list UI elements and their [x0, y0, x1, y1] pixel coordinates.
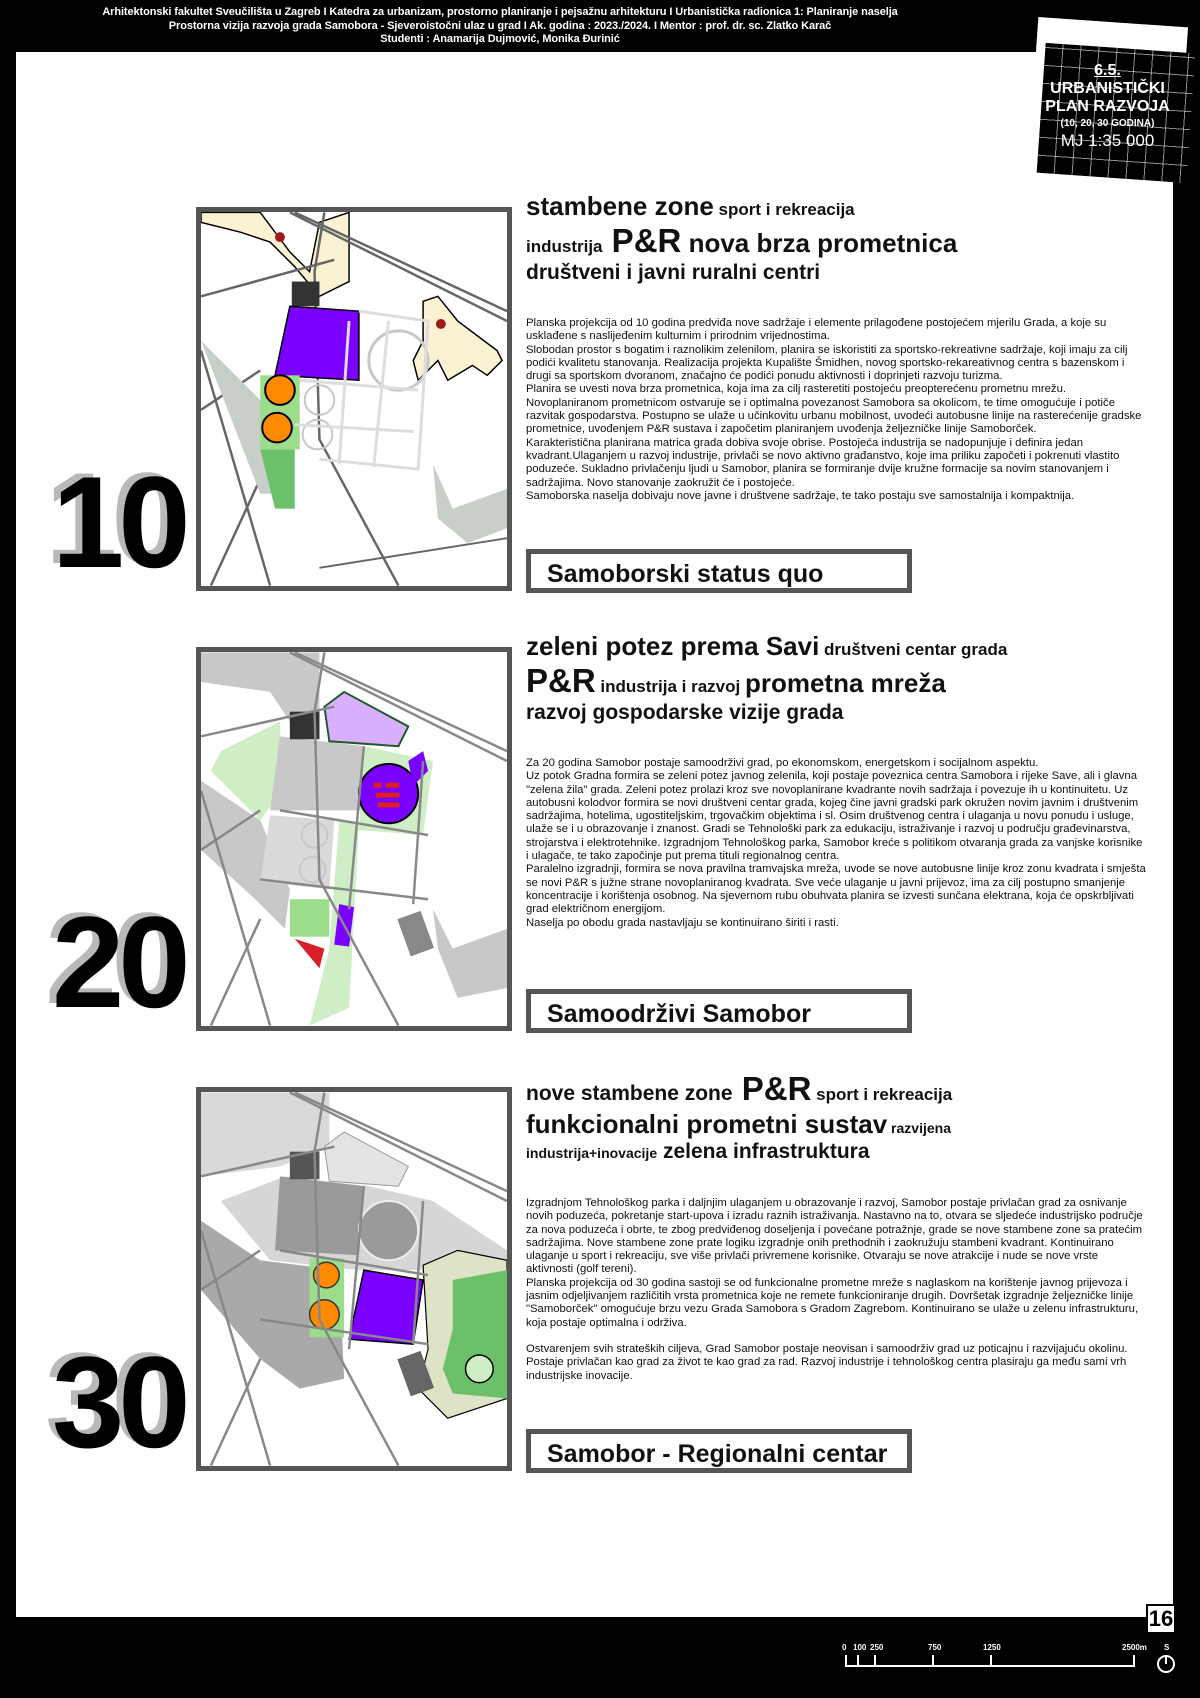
- paragraph: Ostvarenjem svih strateških ciljeva, Grad Samobor postaje neovisan i samoodrživ grad uz poticajnu i razvijajuću okolinu. Postaje privlačan kao grad za život te kao grad za rad. Razvoj industrije i tehnološkog centra plasiraju ga među sami vrh industrijske inovacije.: [526, 1342, 1128, 1382]
- header-line-2: Prostorna vizija razvoja grada Samobora - Sjeveroistočni ulaz u grad I Ak. godina : 2023./2024. I Mentor : prof. dr. sc. Zlatko Karač: [168, 19, 832, 32]
- keyword: stambene zone: [526, 191, 714, 221]
- phase-30: [0, 1070, 1200, 1480]
- phase-years: 20: [52, 889, 185, 1035]
- paragraph: Uz potok Gradna formira se zeleni potez javnog zelenila, koji postaje poveznica centra Samobora i rijeke Save, ali i glavna "zelena žila" grada. Zeleni potez prolazi kroz sve novoplanirane kvadrante novih sadržaja i povezuje ih u kontinuitetu. Uz autobusni kolodvor formira se novi društveni centar grada, kojeg čine javni gradski park okružen novim javnim i društvenim sadržajima, hotelima, ugostiteljskim, trgovačkim objektima i sl. Osim društvenog centra i ulaganja u novu ponudu i usluge, ulaže se i u obrazovanje i znanost. Gradi se Tehnološki park za edukaciju, istraživanje i razvoj u području građevinarstva, strojarstva i elektrotehnike. Izgradnjom Tehnološkog parka, Samobor kreće s politikom otvaranja grada za vanjske korisnike i ulagače, te tako započinje put prema tituli regionalnog centra.: [526, 770, 1143, 863]
- paragraph: Slobodan prostor s bogatim i raznolikim zelenilom, planira se iskoristiti za sportsko-rekreativne sadržaje, koji imaju za cilj podići kvalitetu stanovanja. Realizacija projekta Kupalište Šmidhen, novog sportsko-rekareativnog centra s bazenskom i drugi sa sportskom dvoranom, značajno će podići ponudu aktivnosti i doprinjeti razvoju turizma.: [526, 343, 1128, 383]
- phase-keywords: [526, 631, 1146, 725]
- keyword: industrija: [526, 236, 603, 256]
- phase-description: [526, 317, 1146, 503]
- keyword-line: [526, 261, 1146, 286]
- north-arrow-icon: [1157, 1645, 1179, 1675]
- badge-subtitle: (10, 20, 30 GODINA): [1060, 118, 1155, 129]
- tagline-text: Samoodrživi Samobor: [547, 1000, 811, 1028]
- paragraph: Novoplaniranom prometnicom ostvaruje se i optimalna povezanost Samobora sa okolicom, te time omogućuje i potiče razvitak gospodarstva. Postupno se ulaže u učinkovitu urbanu mobilnost, uvodeći autobusne linije na rasterećenije gradske prometnice, uvođenjem P&R sustava i započetim planiranjem uvođenja željezničke linije Samoborček.: [526, 396, 1142, 436]
- scale-tick: [1133, 1655, 1135, 1666]
- paragraph: Karakteristična planirana matrica grada dobiva svoje obrise. Postojeća industrija se nadopunjuje i definira jedan kvadrant.Ulaganjem u razvoj industrije, privlači se novo aktivno građanstvo, koje ima priliku započeti i pokrenuti vlastito poduzeće. Sukladno privlačenju ljudi u Samobor, planira se formiranje dvije kružne formacije sa novim stanovanjem i sadržajima. Novo stanovanje zaokružit će i postojeće.: [526, 436, 1120, 489]
- scale-label: 750: [928, 1643, 942, 1652]
- map-10-years: [196, 207, 512, 591]
- building: [376, 793, 400, 798]
- tagline-text: Samoborski status quo: [547, 560, 824, 588]
- built-area-dense: [275, 1176, 364, 1255]
- badge-scale: MJ 1:35 000: [1060, 131, 1155, 150]
- north-circle: [1157, 1655, 1175, 1673]
- header-line-3: Studenti : Anamarija Dujmović, Monika Đurinić: [380, 33, 620, 45]
- badge-title-2: PLAN RAZVOJA: [1045, 98, 1170, 115]
- section-number: 6.5.: [1094, 62, 1121, 79]
- keyword: funkcionalni prometni sustav: [526, 1108, 888, 1139]
- keyword: zelena infrastruktura: [657, 1139, 870, 1163]
- green-zone: [433, 464, 507, 543]
- map-30-years: [196, 1087, 512, 1471]
- keyword: industrija+inovacije: [526, 1144, 658, 1161]
- park-area: [290, 899, 329, 937]
- phase-20: [0, 631, 1200, 1040]
- paragraph: Za 20 godina Samobor postaje samoodrživi grad, po ekonomskom, energetskom i socijalnom aspektu.: [526, 757, 1039, 769]
- sport-circle: [310, 1300, 340, 1330]
- tagline-text: Samobor - Regionalni centar: [547, 1440, 888, 1468]
- keyword: sport i rekreacija: [713, 200, 855, 219]
- phase-description: [526, 1197, 1146, 1383]
- phase-10: [0, 191, 1200, 600]
- phase-tagline: [526, 989, 912, 1033]
- settlement-area: [201, 212, 349, 296]
- badge-text: [1025, 62, 1190, 150]
- keyword: P&R: [602, 221, 682, 259]
- scale-label: 0: [842, 1643, 847, 1652]
- keyword: razvoj gospodarske vizije grada: [526, 700, 844, 724]
- phase-keywords: [526, 191, 1146, 285]
- keyword-line: [526, 222, 1146, 261]
- scale-label: 2500m: [1122, 1643, 1147, 1652]
- paragraph: Paralelno izgradnji, formira se nova pravilna tramvajska mreža, uvode se nove autobusne linije kroz zonu kvadrata i smješta se novi P&R s južne strane novoplaniranog kvadrata. Sve veće ulaganje u javni prijevoz, ima za cilj postupno smanjenje koncentracije i korištenja osobnog. Na sjevernom rubu obuhvata planira se izvesti sunčana elektrana, koja će opskrbljivati grad električnom energijom.: [526, 863, 1146, 916]
- keyword: P&R: [526, 661, 596, 699]
- tech-park: [359, 1201, 418, 1260]
- keyword-line: [526, 631, 1146, 662]
- building: [386, 783, 400, 788]
- keyword-line: [526, 662, 1146, 701]
- keyword-line: [526, 1140, 1146, 1165]
- paragraph: Planira se uvesti nova brza prometnica, koja ima za cilj rasteretiti postojeću preopterećenu prometnu mrežu.: [526, 383, 1067, 396]
- phase-keywords: [526, 1070, 1146, 1164]
- scale-tick: [990, 1655, 992, 1666]
- page-number: 16: [1146, 1604, 1176, 1634]
- building: [374, 783, 382, 788]
- sport-circle: [262, 413, 292, 443]
- scale-tick: [845, 1655, 847, 1666]
- landmark-marker: [436, 319, 446, 329]
- paragraph: Samoborska naselja dobivaju nove javne i društvene sadržaje, te tako postaju sve samostalnija i kompaktnija.: [526, 489, 1075, 502]
- scale-tick: [857, 1655, 859, 1666]
- north-label: S: [1164, 1643, 1170, 1652]
- scale-label: 100: [853, 1643, 867, 1652]
- scale-bar: [840, 1640, 1180, 1680]
- keyword: zeleni potez prema Savi: [526, 631, 820, 661]
- pr-parking: [292, 282, 320, 307]
- keyword: društveni i javni ruralni centri: [526, 260, 821, 284]
- map-drawing: [201, 1092, 507, 1466]
- keyword-line: [526, 701, 1146, 726]
- paragraph: Planska projekcija od 10 godina predviđa nove sadržaje i elemente prilagođene postojećem mjerilu Grada, a koje su usklađene s naslijeđenim kulturnim i prirodnim vrijednostima.: [526, 317, 1107, 343]
- phase-tagline: [526, 549, 912, 593]
- keyword: nova brza prometnica: [681, 227, 958, 258]
- badge-title-1: URBANISTIČKI: [1050, 80, 1165, 97]
- map-drawing: [201, 652, 507, 1026]
- keyword: prometna mreža: [744, 667, 946, 698]
- keyword: nove stambene zone: [526, 1082, 733, 1105]
- map-20-years: [196, 647, 512, 1031]
- scale-label: 1250: [983, 1643, 1001, 1652]
- road: [319, 538, 507, 568]
- phase-years: 30: [52, 1329, 185, 1475]
- landmark-marker: [275, 232, 285, 242]
- phase-tagline: [526, 1429, 912, 1473]
- header-line-1: Arhitektonski fakultet Sveučilišta u Zagreb I Katedra za urbanizam, prostorno planiranje i pejsažnu arhitekturu I Urbanistička radionica 1: Planiranje naselja: [102, 6, 898, 18]
- document-header: [0, 0, 1000, 56]
- sport-circle: [265, 375, 295, 405]
- scale-tick: [874, 1655, 876, 1666]
- keyword: P&R: [732, 1070, 812, 1107]
- keyword: razvijena: [887, 1119, 951, 1136]
- section-badge: [1025, 18, 1190, 168]
- paragraph: Planska projekcija od 30 godina sastoji se od funkcionalne prometne mreže s naglaskom na korištenje javnog prijevoza i jasnim odjeljivanjem različitih vrsta prometnica koje ne remete funkcioniranje drugih. Dovršetak izgradnje željezničke linije "Samoborček" omogućuje brzu vezu Grada Samobora s Gradom Zagrebom. Kontinuirano se ulaže u zelenu infrastrukturu, koja postaje optimalna i održiva.: [526, 1276, 1139, 1329]
- map-drawing: [201, 212, 507, 586]
- scale-tick: [932, 1655, 934, 1666]
- phase-years: 10: [52, 449, 185, 595]
- paragraph: Naselja po obodu grada nastavljaju se kontinuirano širiti i rasti.: [526, 916, 839, 929]
- phase-description: [526, 757, 1146, 930]
- keyword: industrija i razvoj: [595, 676, 745, 696]
- golf-green: [466, 1355, 494, 1383]
- building: [378, 802, 400, 807]
- keyword: društveni centar grada: [819, 640, 1008, 659]
- scale-label: 250: [870, 1643, 884, 1652]
- keyword-line: [526, 1070, 1146, 1109]
- keyword-line: [526, 1109, 1146, 1140]
- paragraph: Izgradnjom Tehnološkog parka i daljnjim ulaganjem u obrazovanje i razvoj, Samobor postaje privlačan grad za osnivanje novih poduzeća, pokretanje start-upova i izradu raznih istraživanja. Nastavno na to, otvara se sljedeće industrijsko područje za nova poduzeća i obrte, te zbog predviđenog doseljenja i povećane potražnje, grade se nove stambene zone sa pratećim sadržajima. Nove stambene zone prate logiku izgradnje onih prethodnih i zaokružuju stambeni kvadrant. Kontinuirano ulaganje u sport i rekreaciju, sve više privlači privremene korisnike. Otvaraju se nove atrakcije i nude se nove vrste aktivnosti (golf tereni).: [526, 1197, 1143, 1276]
- keyword-line: [526, 191, 1146, 222]
- keyword: sport i rekreacija: [811, 1085, 953, 1104]
